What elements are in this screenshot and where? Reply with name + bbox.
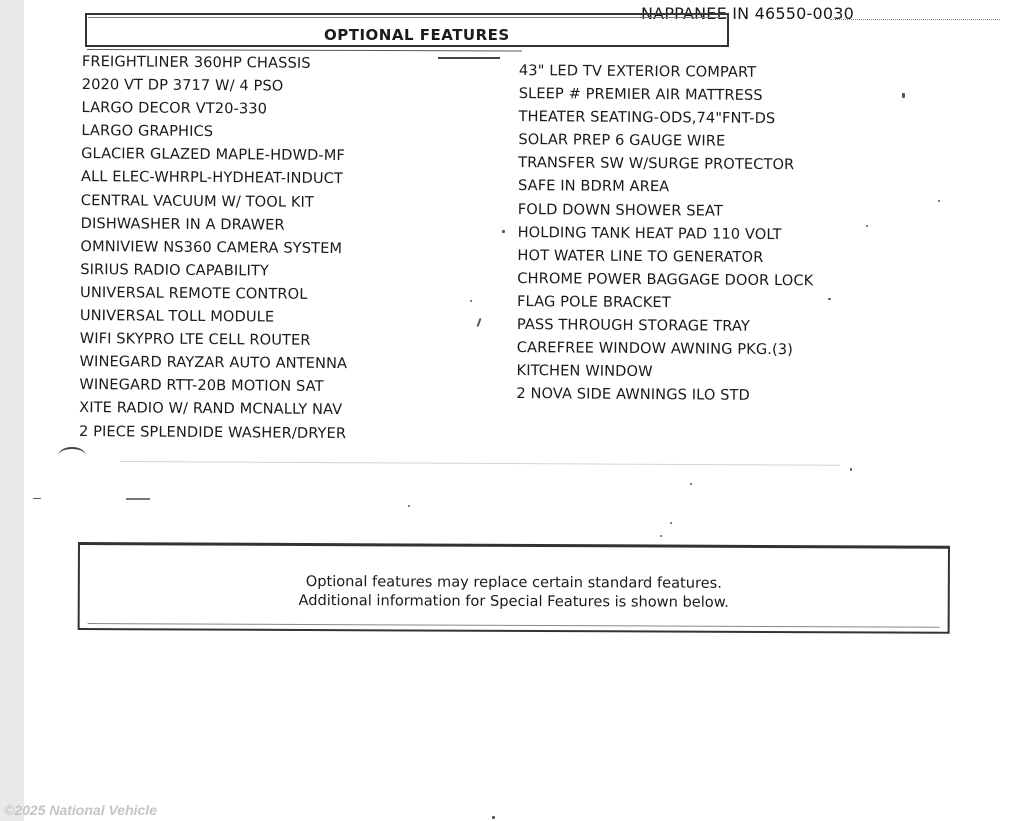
feature-item: THEATER SEATING-ODS,74"FNT-DS <box>518 108 776 128</box>
feature-item: UNIVERSAL REMOTE CONTROL <box>80 283 308 303</box>
feature-item: FREIGHTLINER 360HP CHASSIS <box>81 52 311 72</box>
feature-item: GLACIER GLAZED MAPLE-HDWD-MF <box>81 145 346 165</box>
scan-speck <box>850 468 852 471</box>
feature-item: PASS THROUGH STORAGE TRAY <box>516 316 750 335</box>
scan-speck <box>670 522 672 524</box>
feature-item: WIFI SKYPRO LTE CELL ROUTER <box>79 330 311 349</box>
section-title: OPTIONAL FEATURES <box>324 26 510 44</box>
feature-item: OMNIVIEW NS360 CAMERA SYSTEM <box>80 237 343 257</box>
feature-item: SOLAR PREP 6 GAUGE WIRE <box>518 131 726 150</box>
scan-mark-dash <box>126 498 150 500</box>
scan-speck <box>470 300 472 302</box>
feature-item: FOLD DOWN SHOWER SEAT <box>517 200 723 220</box>
left-margin-strip <box>0 0 24 821</box>
feature-item: TRANSFER SW W/SURGE PROTECTOR <box>518 154 795 174</box>
feature-item: SAFE IN BDRM AREA <box>517 177 670 196</box>
note-inner-rule <box>88 623 940 628</box>
scan-speck <box>938 200 940 202</box>
scan-speck <box>502 230 505 233</box>
feature-item: HOT WATER LINE TO GENERATOR <box>517 246 764 266</box>
feature-item: LARGO GRAPHICS <box>81 122 214 141</box>
scan-speck <box>660 535 662 537</box>
feature-item: 43" LED TV EXTERIOR COMPART <box>518 61 757 81</box>
feature-item: WINEGARD RAYZAR AUTO ANTENNA <box>79 353 348 373</box>
optional-features-note-box <box>78 542 950 634</box>
features-list-right <box>516 59 815 408</box>
scan-speck <box>902 93 905 98</box>
feature-item: 2 PIECE SPLENDIDE WASHER/DRYER <box>78 422 347 442</box>
feature-item: SLEEP # PREMIER AIR MATTRESS <box>518 85 763 105</box>
header-inner-rule <box>88 17 728 18</box>
feature-item: XITE RADIO W/ RAND MCNALLY NAV <box>79 399 343 419</box>
feature-item: 2020 VT DP 3717 W/ 4 PSO <box>81 76 284 95</box>
scan-speck <box>408 505 410 507</box>
scan-mark-curve <box>58 447 86 465</box>
feature-item: UNIVERSAL TOLL MODULE <box>79 307 275 326</box>
feature-item: FLAG POLE BRACKET <box>517 292 671 312</box>
scan-speck <box>477 318 482 327</box>
feature-item: WINEGARD RTT-20B MOTION SAT <box>79 376 324 396</box>
copyright-watermark: ©2025 National Vehicle <box>4 802 157 818</box>
scan-speck <box>33 498 41 499</box>
scan-speck <box>866 225 868 227</box>
feature-item: HOLDING TANK HEAT PAD 110 VOLT <box>517 223 782 243</box>
features-list-left <box>79 50 350 445</box>
feature-item: CHROME POWER BAGGAGE DOOR LOCK <box>517 269 814 290</box>
note-line-1: Optional features may replace certain standard features. <box>305 572 722 592</box>
dotted-rule <box>830 19 1000 20</box>
faint-scan-line <box>120 461 840 466</box>
header-underline-mark <box>438 57 500 59</box>
scan-speck <box>690 483 692 485</box>
feature-item: CENTRAL VACUUM W/ TOOL KIT <box>80 191 315 211</box>
feature-item: LARGO DECOR VT20-330 <box>81 99 268 118</box>
scan-speck <box>828 298 831 300</box>
note-line-2: Additional information for Special Features is shown below. <box>298 591 729 611</box>
dealer-address: NAPPANEE IN 46550-0030 <box>641 4 854 23</box>
feature-item: ALL ELEC-WHRPL-HYDHEAT-INDUCT <box>80 168 344 188</box>
feature-item: DISHWASHER IN A DRAWER <box>80 214 285 234</box>
feature-item: 2 NOVA SIDE AWNINGS ILO STD <box>516 385 750 405</box>
scan-speck <box>492 816 495 819</box>
feature-item: KITCHEN WINDOW <box>516 362 653 381</box>
feature-item: SIRIUS RADIO CAPABILITY <box>80 260 270 280</box>
feature-item: CAREFREE WINDOW AWNING PKG.(3) <box>516 339 794 359</box>
